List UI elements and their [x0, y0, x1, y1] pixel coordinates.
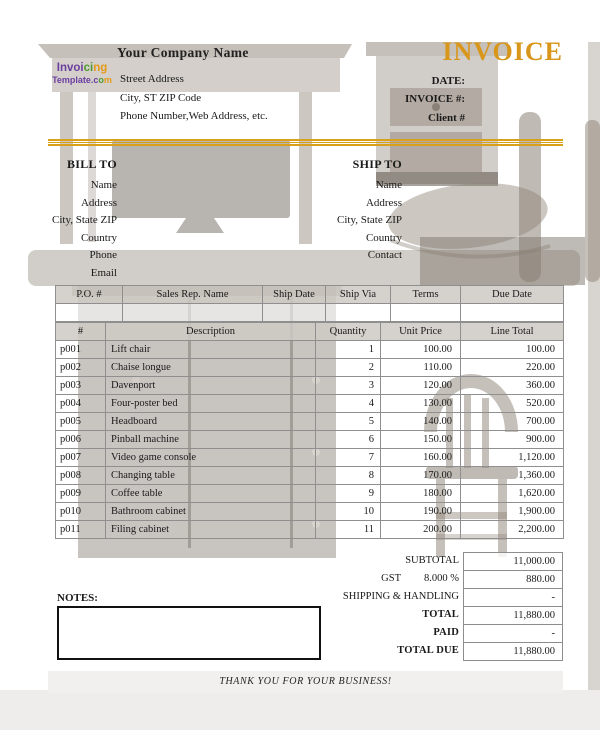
cell-id: p005: [56, 413, 106, 431]
thank-you-banner: THANK YOU FOR YOUR BUSINESS!: [48, 671, 563, 693]
company-phone: Phone Number,Web Address, etc.: [120, 110, 268, 123]
cell-id: p007: [56, 449, 106, 467]
gst-label-row: [250, 570, 459, 588]
bill-to-fields: [0, 177, 117, 283]
invoice-meta-labels: [345, 72, 465, 127]
bill-to-city-label: City, State ZIP: [52, 214, 117, 227]
cell-unit-price: 100.00: [381, 341, 461, 359]
ship-to-fields: [285, 177, 402, 265]
table-row: [56, 377, 564, 395]
company-street: Street Address: [120, 73, 184, 85]
cell-id: p002: [56, 359, 106, 377]
paid-value[interactable]: -: [463, 624, 563, 643]
cell-line-total: 1,900.00: [461, 503, 564, 521]
invoice-number-label: INVOICE #:: [405, 93, 465, 106]
terms-input-cell[interactable]: [391, 304, 461, 322]
table-row: [56, 395, 564, 413]
cell-line-total: 360.00: [461, 377, 564, 395]
table-row: [56, 467, 564, 485]
cell-quantity: 8: [316, 467, 381, 485]
cell-quantity: 9: [316, 485, 381, 503]
cell-line-total: 2,200.00: [461, 521, 564, 539]
ship-to-contact-label: Contact: [367, 249, 402, 262]
ship-to-address-label: Address: [365, 196, 402, 209]
client-number-label: Client #: [428, 111, 465, 124]
cell-quantity: 6: [316, 431, 381, 449]
cell-unit-price: 140.00: [381, 413, 461, 431]
po-input-row: [56, 304, 564, 322]
cell-description: Davenport: [106, 377, 316, 395]
cell-description: Lift chair: [106, 341, 316, 359]
cell-quantity: 2: [316, 359, 381, 377]
cell-line-total: 220.00: [461, 359, 564, 377]
gst-rate: 8.000 %: [424, 573, 459, 584]
totals-values: [463, 552, 563, 661]
table-row: [56, 521, 564, 539]
table-row: [56, 503, 564, 521]
table-row: [56, 485, 564, 503]
subtotal-value: 11,000.00: [463, 552, 563, 571]
description-header: Description: [106, 323, 316, 341]
cell-unit-price: 150.00: [381, 431, 461, 449]
total-label: TOTAL: [422, 609, 459, 620]
cell-description: Changing table: [106, 467, 316, 485]
bill-to-name-label: Name: [90, 179, 117, 191]
ship-to-heading: SHIP TO: [352, 157, 402, 171]
table-row: [56, 449, 564, 467]
total-due-value: 11,880.00: [463, 642, 563, 661]
cell-unit-price: 130.00: [381, 395, 461, 413]
cell-description: Filing cabinet: [106, 521, 316, 539]
cell-description: Headboard: [106, 413, 316, 431]
cell-unit-price: 190.00: [381, 503, 461, 521]
cell-unit-price: 180.00: [381, 485, 461, 503]
line-items-table: [55, 322, 564, 539]
bill-to-address-label: Address: [80, 196, 117, 209]
ship-to-country-label: Country: [365, 231, 402, 244]
cell-id: p009: [56, 485, 106, 503]
table-row: [56, 413, 564, 431]
cell-description: Four-poster bed: [106, 395, 316, 413]
due-date-header: Due Date: [461, 286, 564, 304]
terms-header: Terms: [391, 286, 461, 304]
bill-to-country-label: Country: [80, 231, 117, 244]
date-label: DATE:: [431, 75, 465, 87]
invoicing-template-logo[interactable]: [48, 62, 116, 86]
total-value: 11,880.00: [463, 606, 563, 625]
logo-line1: Invoicing: [56, 62, 108, 74]
company-name: Your Company Name: [117, 45, 249, 60]
due-date-input-cell[interactable]: [461, 304, 564, 322]
cell-id: p004: [56, 395, 106, 413]
po-number-input-cell[interactable]: [56, 304, 123, 322]
shipping-handling-value[interactable]: -: [463, 588, 563, 607]
ship-date-header: Ship Date: [263, 286, 326, 304]
cell-line-total: 700.00: [461, 413, 564, 431]
paid-label: PAID: [433, 627, 459, 638]
table-row: [56, 431, 564, 449]
cell-unit-price: 120.00: [381, 377, 461, 395]
ship-to-block: [285, 157, 402, 265]
cell-line-total: 520.00: [461, 395, 564, 413]
cell-description: Pinball machine: [106, 431, 316, 449]
table-row: [56, 341, 564, 359]
gst-value: 880.00: [463, 570, 563, 589]
ship-to-city-label: City, State ZIP: [337, 214, 402, 227]
ship-via-header: Ship Via: [326, 286, 391, 304]
ship-to-name-label: Name: [375, 179, 402, 191]
bill-to-block: [0, 157, 117, 283]
cell-unit-price: 110.00: [381, 359, 461, 377]
sales-rep-header: Sales Rep. Name: [123, 286, 263, 304]
cell-line-total: 100.00: [461, 341, 564, 359]
cell-description: Video game console: [106, 449, 316, 467]
cell-quantity: 10: [316, 503, 381, 521]
table-row: [56, 359, 564, 377]
notes-label: NOTES:: [57, 592, 98, 604]
company-city: City, ST ZIP Code: [120, 91, 202, 104]
quantity-header: Quantity: [316, 323, 381, 341]
cell-quantity: 3: [316, 377, 381, 395]
cell-line-total: 1,120.00: [461, 449, 564, 467]
cell-description: Chaise longue: [106, 359, 316, 377]
po-number-header: P.O. #: [56, 286, 123, 304]
po-table: [55, 285, 564, 322]
gold-divider-rule: [48, 139, 563, 146]
subtotal-label: SUBTOTAL: [405, 555, 459, 566]
cell-line-total: 900.00: [461, 431, 564, 449]
company-address-block: [120, 70, 268, 126]
line-total-header: Line Total: [461, 323, 564, 341]
item-number-header: #: [56, 323, 106, 341]
invoice-title: INVOICE: [442, 37, 563, 66]
gst-label: GST: [381, 573, 401, 584]
cell-id: p010: [56, 503, 106, 521]
cell-id: p011: [56, 521, 106, 539]
cell-id: p001: [56, 341, 106, 359]
cell-unit-price: 170.00: [381, 467, 461, 485]
cell-quantity: 11: [316, 521, 381, 539]
bill-to-email-label: Email: [90, 266, 117, 279]
cell-id: p003: [56, 377, 106, 395]
total-due-label: TOTAL DUE: [397, 645, 459, 656]
bill-to-heading: BILL TO: [66, 157, 117, 171]
cell-description: Bathroom cabinet: [106, 503, 316, 521]
sales-rep-input-cell[interactable]: [123, 304, 263, 322]
cell-quantity: 7: [316, 449, 381, 467]
cell-line-total: 1,360.00: [461, 467, 564, 485]
po-header-row: [56, 286, 564, 304]
ship-via-input-cell[interactable]: [326, 304, 391, 322]
cell-id: p006: [56, 431, 106, 449]
bill-to-phone-label: Phone: [89, 249, 117, 262]
cell-quantity: 1: [316, 341, 381, 359]
shipping-handling-label: SHIPPING & HANDLING: [342, 591, 459, 602]
items-header-row: [56, 323, 564, 341]
cell-description: Coffee table: [106, 485, 316, 503]
cell-line-total: 1,620.00: [461, 485, 564, 503]
cell-quantity: 5: [316, 413, 381, 431]
ship-date-input-cell[interactable]: [263, 304, 326, 322]
logo-line2: Template.com: [52, 75, 112, 86]
cell-quantity: 4: [316, 395, 381, 413]
cell-unit-price: 160.00: [381, 449, 461, 467]
notes-input-box[interactable]: [57, 606, 321, 660]
unit-price-header: Unit Price: [381, 323, 461, 341]
cell-unit-price: 200.00: [381, 521, 461, 539]
cell-id: p008: [56, 467, 106, 485]
